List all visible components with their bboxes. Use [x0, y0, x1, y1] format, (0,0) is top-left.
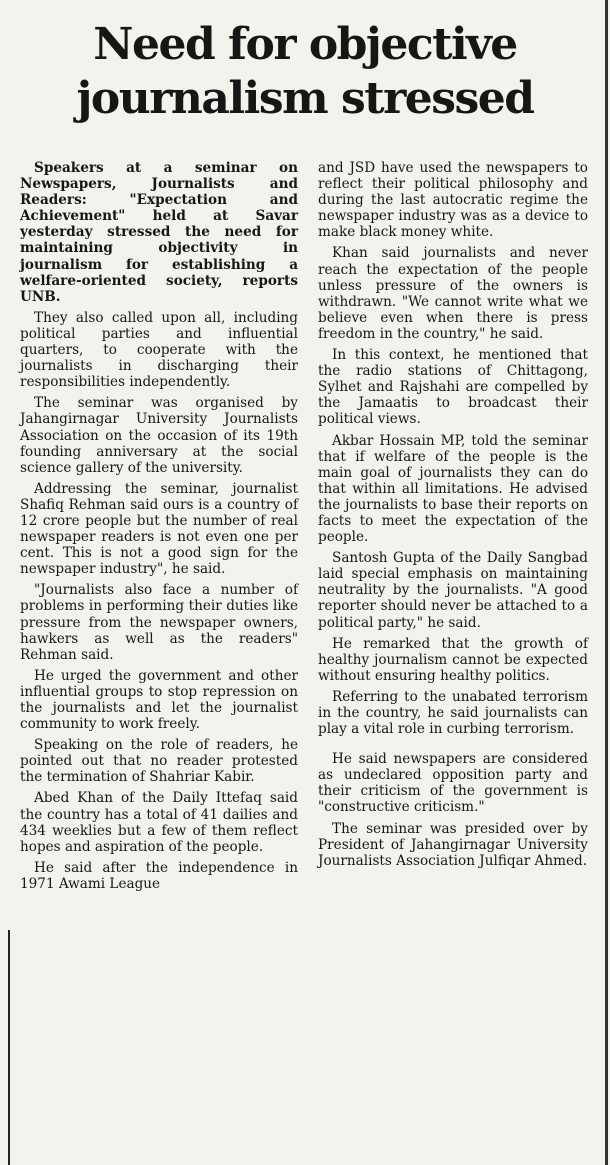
paragraph: Addressing the seminar, journalist Shafiq Rehman said ours is a country of 12 crore people but the number of real newspaper readers is not even one per cent. This is not a good sign for the newspaper industry", he said. [20, 480, 298, 578]
paragraph: Speakers at a seminar on Newspapers, Journalists and Readers: "Expectation and Achievement" held at Savar yesterday stressed the need for maintaining objectivity in journalism for establishing a welfare-oriented society, reports UNB. [20, 160, 298, 305]
headline-line-1: Need for objective [93, 19, 517, 70]
paragraph: He said after the independence in 1971 Awami League [20, 859, 298, 892]
column-rule [8, 930, 10, 1165]
paragraph: He urged the government and other influential groups to stop repression on the journalists and let the journalist community to work freely. [20, 667, 298, 733]
paragraph: Khan said journalists and never reach the expectation of the people unless pressure of the owners is withdrawn. "We cannot write what we believe even when there is press freedom in the country," he said. [318, 245, 588, 342]
headline [10, 18, 600, 126]
paragraph: Akbar Hossain MP, told the seminar that if welfare of the people is the main goal of journalists they can do that within all limitations. He advised the journalists to base their reports on facts to meet the expectation of the people. [318, 432, 588, 546]
paragraph: "Journalists also face a number of problems in performing their duties like pressure from the newspaper owners, hawkers as well as the readers" Rehman said. [20, 582, 298, 663]
paragraph: Referring to the unabated terrorism in the country, he said journalists can play a vital role in curbing terrorism. [318, 688, 588, 738]
paragraph: Abed Khan of the Daily Ittefaq said the country has a total of 41 dailies and 434 weeklies but a few of them reflect hopes and aspiration of the people. [20, 790, 298, 855]
paragraph: They also called upon all, including political parties and influential quarters, to cooperate with the journalists in discharging their responsibilities independently. [20, 309, 298, 391]
headline-line-2: journalism stressed [76, 73, 534, 124]
paragraph: He said newspapers are considered as undeclared opposition party and their criticism of the government is "constructive criticism." [318, 751, 588, 816]
page-edge-rule [605, 0, 608, 1165]
article-column-left [20, 160, 298, 897]
paragraph: Santosh Gupta of the Daily Sangbad laid special emphasis on maintaining neutrality by the journalists. "A good reporter should never be attached to a political party," he said. [318, 550, 588, 631]
paragraph: Speaking on the role of readers, he pointed out that no reader protested the termination of Shahriar Kabir. [20, 737, 298, 786]
article-column-right [318, 160, 588, 874]
paragraph: and JSD have used the newspapers to reflect their political philosophy and during the last autocratic regime the newspaper industry was as a device to make black money white. [318, 160, 588, 241]
paragraph: He remarked that the growth of healthy journalism cannot be expected without ensuring healthy politics. [318, 635, 588, 684]
paragraph: The seminar was presided over by President of Jahangirnagar University Journalists Association Julfiqar Ahmed. [318, 820, 588, 869]
paragraph: The seminar was organised by Jahangirnagar University Journalists Association on the occasion of its 19th founding anniversary at the social science gallery of the university. [20, 395, 298, 476]
paragraph: In this context, he mentioned that the radio stations of Chittagong, Sylhet and Rajshahi are compelled by the Jamaatis to broadcast their political views. [318, 347, 588, 428]
